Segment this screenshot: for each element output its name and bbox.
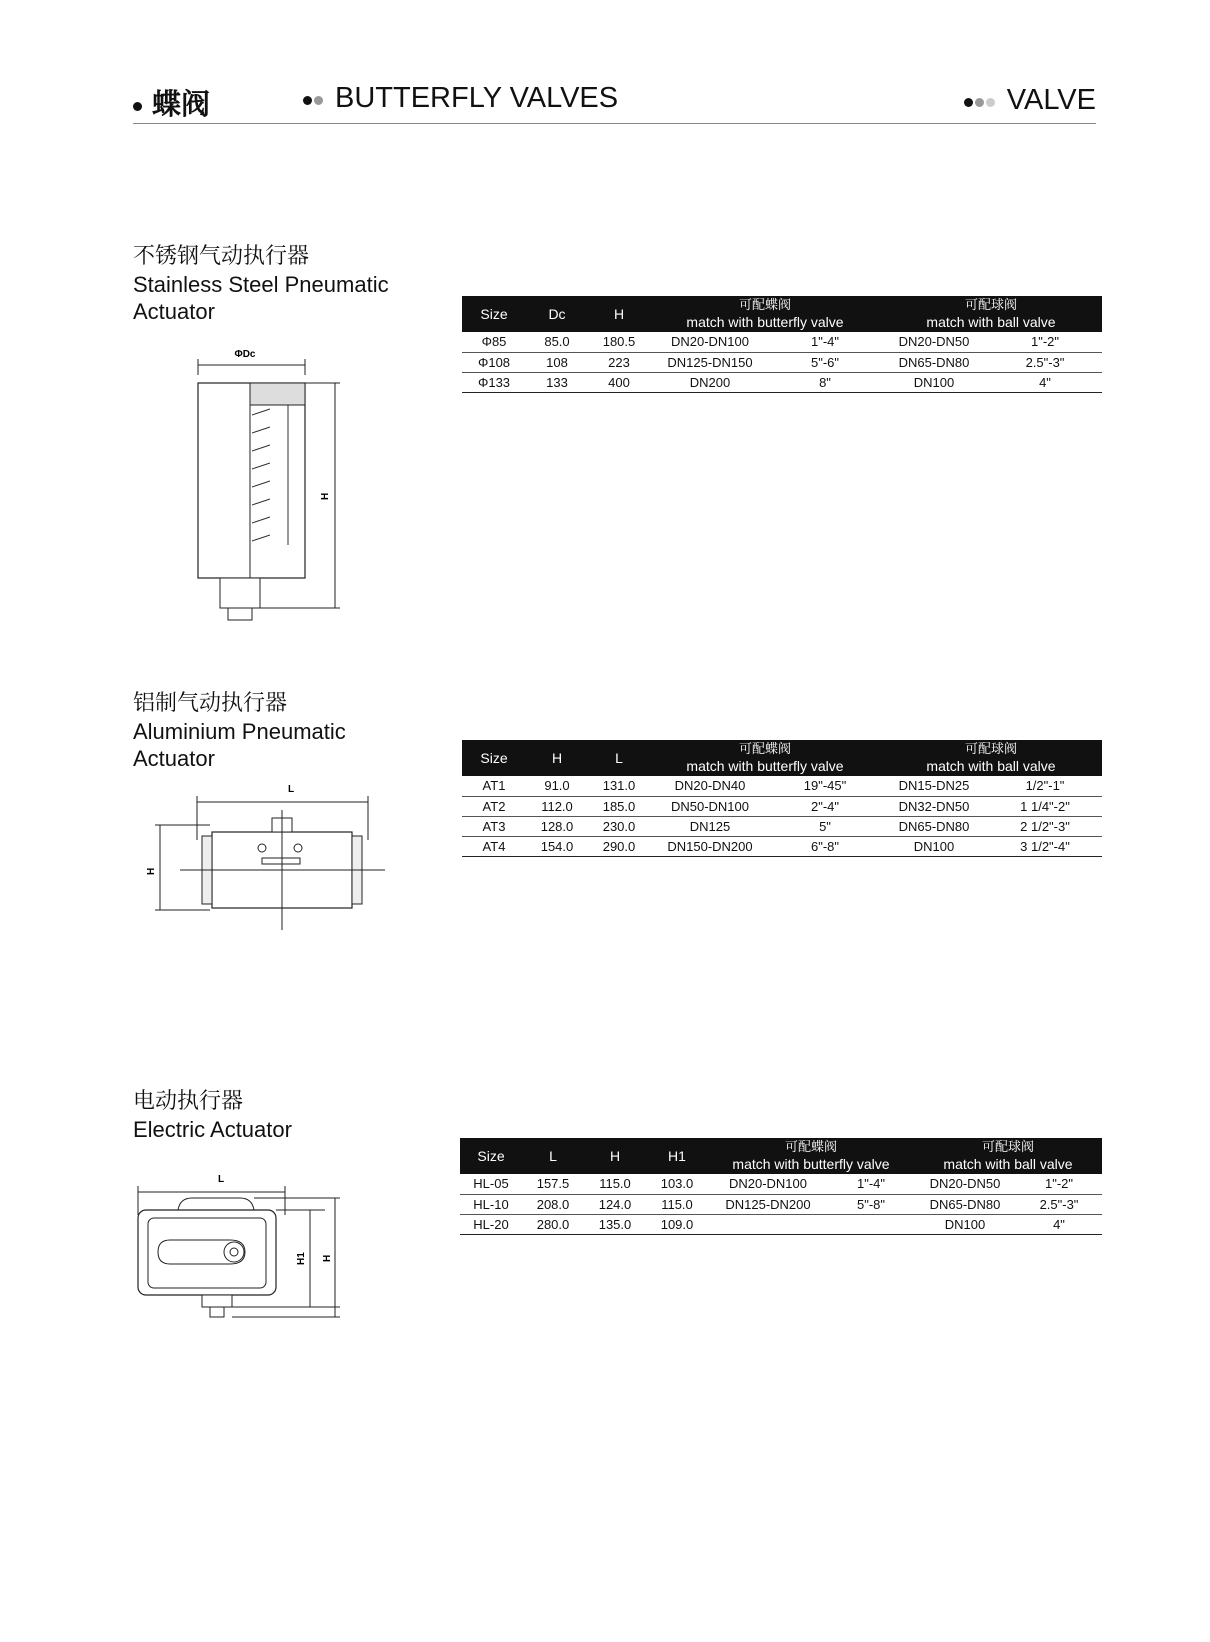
table-row: HL-05 157.5 115.0 103.0 DN20-DN100 1"-4" DN20-DN50 1"-2" [460,1174,1102,1194]
section-title-en-2: Actuator [133,299,215,324]
dim-label-l: L [218,1174,225,1185]
col-header-ball: 可配球阀 match with ball valve [926,298,1056,330]
table-row: Φ108 108 223 DN125-DN150 5"-6" DN65-DN80 2.5"-3" [462,352,1102,372]
section-title-en-2: Actuator [133,746,215,771]
table-row: HL-10 208.0 124.0 115.0 DN125-DN200 5"-8" DN65-DN80 2.5"-3" [460,1194,1102,1214]
table-row: AT2 112.0 185.0 DN50-DN100 2"-4" DN32-DN50 1 1/4"-2" [462,796,1102,816]
section-title-cn: 电动执行器 [133,1089,244,1114]
section-title-en: Electric Actuator [133,1117,292,1142]
section-title-en: Aluminium Pneumatic [133,719,346,744]
col-header: H [551,750,563,766]
section-title-aluminium [133,690,346,772]
section-title-stainless [133,243,389,325]
col-header: L [549,1148,557,1164]
electric-actuator-drawing [130,1170,360,1335]
dim-label-h: H [320,492,331,500]
dim-label-h: H [322,1254,333,1262]
table-header-row [460,1138,1102,1174]
aluminium-spec-table [462,740,1102,857]
col-header: H1 [668,1148,686,1164]
col-header: L [615,750,623,766]
col-header-ball: 可配球阀 match with ball valve [943,1140,1073,1172]
table-row: AT3 128.0 230.0 DN125 5" DN65-DN80 2 1/2"-3" [462,816,1102,836]
section-title-cn: 铝制气动执行器 [133,691,288,716]
section-title-en: Stainless Steel Pneumatic [133,272,389,297]
dim-label-dc: ΦDc [234,349,256,360]
col-header: H [613,306,625,322]
dim-label-h1: H1 [296,1252,307,1265]
table-row: Φ133 133 400 DN200 8" DN100 4" [462,372,1102,392]
section-title-electric [133,1088,292,1143]
section-title-cn: 不锈钢气动执行器 [133,244,310,269]
three-dots-icon [964,85,997,118]
header-cn-title: 蝶阀 [133,82,210,123]
dim-label-h: H [146,867,157,875]
col-header-ball: 可配球阀 match with ball valve [926,742,1056,774]
col-header-butterfly: 可配蝶阀 match with butterfly valve [686,742,844,774]
col-header: Dc [548,306,566,322]
col-header: Size [480,750,508,766]
header-category: VALVE [964,84,1096,118]
stainless-spec-table [462,296,1102,393]
page-header [133,78,1096,124]
table-row: HL-20 280.0 135.0 109.0 DN100 4" [460,1214,1102,1234]
col-header: Size [477,1148,505,1164]
header-en-title: BUTTERFLY VALVES [303,82,618,116]
dim-label-l: L [288,784,295,795]
col-header-butterfly: 可配蝶阀 match with butterfly valve [686,298,844,330]
electric-spec-table [460,1138,1102,1235]
col-header: Size [480,306,508,322]
two-dots-icon [303,83,325,116]
table-header-row [462,740,1102,776]
bullet-dot-icon [133,102,142,111]
stainless-actuator-drawing [190,345,360,625]
table-row: AT4 154.0 290.0 DN150-DN200 6"-8" DN100 3 1/2"-4" [462,836,1102,856]
col-header-butterfly: 可配蝶阀 match with butterfly valve [732,1140,890,1172]
aluminium-actuator-drawing [140,780,390,935]
col-header: H [609,1148,621,1164]
table-row: Φ85 85.0 180.5 DN20-DN100 1"-4" DN20-DN50 1"-2" [462,332,1102,352]
table-header-row [462,296,1102,332]
table-row: AT1 91.0 131.0 DN20-DN40 19"-45" DN15-DN25 1/2"-1" [462,776,1102,796]
